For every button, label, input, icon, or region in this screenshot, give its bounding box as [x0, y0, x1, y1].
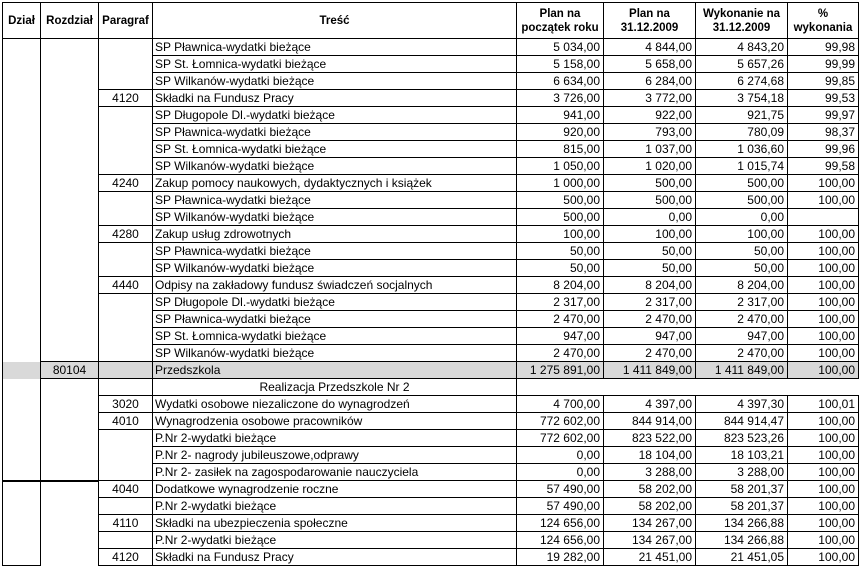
budget-table — [2, 2, 859, 566]
cell-plan-end: 500,00 — [604, 192, 696, 209]
cell-dzial — [3, 345, 41, 362]
cell-rozdzial — [41, 481, 99, 498]
cell-tresc: P.Nr 2-wydatki bieżące — [153, 498, 517, 515]
cell-tresc: Zakup usług zdrowotnych — [153, 226, 517, 243]
table-row — [3, 277, 859, 294]
cell-tresc: SP Pławnica-wydatki bieżące — [153, 124, 517, 141]
table-row — [3, 328, 859, 345]
cell-paragraf: 4010 — [99, 413, 153, 430]
cell-paragraf: 4120 — [99, 90, 153, 107]
table-row — [3, 192, 859, 209]
cell-plan-end: 134 267,00 — [604, 515, 696, 532]
cell-dzial — [3, 498, 41, 515]
cell-tresc: Odpisy na zakładowy fundusz świadczeń socjalnych — [153, 277, 517, 294]
cell-wykonanie: 0,00 — [696, 209, 788, 226]
cell-procent: 100,00 — [788, 345, 859, 362]
cell-plan-start: 57 490,00 — [517, 481, 604, 498]
cell-plan-end: 2 470,00 — [604, 345, 696, 362]
cell-plan-end: 50,00 — [604, 243, 696, 260]
cell-tresc: SP Pławnica-wydatki bieżące — [153, 243, 517, 260]
cell-plan-start: 920,00 — [517, 124, 604, 141]
cell-plan-end: 2 470,00 — [604, 311, 696, 328]
cell-dzial — [3, 447, 41, 464]
cell-wykonanie: 58 201,37 — [696, 481, 788, 498]
cell-tresc: SP Pławnica-wydatki bieżące — [153, 39, 517, 56]
cell-plan-end: 134 267,00 — [604, 532, 696, 549]
cell-tresc: Realizacja Przedszkole Nr 2 — [153, 379, 517, 396]
cell-plan-end: 922,00 — [604, 107, 696, 124]
cell-paragraf: 4240 — [99, 175, 153, 192]
cell-procent: 100,00 — [788, 277, 859, 294]
cell-plan-end: 100,00 — [604, 226, 696, 243]
cell-dzial — [3, 277, 41, 294]
cell-procent: 100,00 — [788, 311, 859, 328]
cell-dzial — [3, 175, 41, 192]
cell-plan-start: 57 490,00 — [517, 498, 604, 515]
cell-wykonanie: 947,00 — [696, 328, 788, 345]
cell-wykonanie: 50,00 — [696, 243, 788, 260]
cell-paragraf: 3020 — [99, 396, 153, 413]
cell-wykonanie: 780,09 — [696, 124, 788, 141]
cell-plan-end: 4 397,00 — [604, 396, 696, 413]
cell-dzial — [3, 39, 41, 56]
cell-plan-end: 58 202,00 — [604, 498, 696, 515]
table-row — [3, 243, 859, 260]
cell-procent: 100,00 — [788, 362, 859, 379]
cell-plan-end: 8 204,00 — [604, 277, 696, 294]
cell-paragraf — [99, 430, 153, 447]
cell-wykonanie: 2 317,00 — [696, 294, 788, 311]
cell-paragraf: 4440 — [99, 277, 153, 294]
cell-plan-start: 5 158,00 — [517, 56, 604, 73]
cell-rozdzial — [41, 192, 99, 209]
cell-paragraf — [99, 209, 153, 226]
cell-wykonanie: 500,00 — [696, 175, 788, 192]
cell-procent — [788, 209, 859, 226]
cell-dzial — [3, 481, 41, 498]
cell-procent: 98,37 — [788, 124, 859, 141]
cell-paragraf — [99, 107, 153, 124]
table-row — [3, 294, 859, 311]
cell-plan-start: 8 204,00 — [517, 277, 604, 294]
cell-plan-start: 1 050,00 — [517, 158, 604, 175]
cell-tresc: SP Wilkanów-wydatki bieżące — [153, 73, 517, 90]
cell-tresc: SP St. Łomnica-wydatki bieżące — [153, 328, 517, 345]
cell-dzial — [3, 107, 41, 124]
cell-paragraf — [99, 379, 153, 396]
cell-wykonanie: 844 914,47 — [696, 413, 788, 430]
cell-plan-start: 0,00 — [517, 447, 604, 464]
cell-tresc: Wynagrodzenia osobowe pracowników — [153, 413, 517, 430]
cell-dzial — [3, 549, 41, 566]
cell-plan-start: 941,00 — [517, 107, 604, 124]
cell-plan-start: 500,00 — [517, 192, 604, 209]
cell-rozdzial: 80104 — [41, 362, 99, 379]
cell-procent: 99,99 — [788, 56, 859, 73]
cell-plan-start: 5 034,00 — [517, 39, 604, 56]
cell-plan-end: 793,00 — [604, 124, 696, 141]
cell-procent: 100,00 — [788, 192, 859, 209]
cell-paragraf — [99, 39, 153, 56]
cell-tresc: SP St. Łomnica-wydatki bieżące — [153, 56, 517, 73]
cell-paragraf — [99, 532, 153, 549]
cell-plan-end: 21 451,00 — [604, 549, 696, 566]
cell-dzial — [3, 294, 41, 311]
cell-paragraf — [99, 260, 153, 277]
cell-plan-start: 815,00 — [517, 141, 604, 158]
cell-wykonanie: 1 036,60 — [696, 141, 788, 158]
cell-wykonanie: 58 201,37 — [696, 498, 788, 515]
cell-dzial — [3, 90, 41, 107]
cell-dzial — [3, 362, 41, 379]
cell-rozdzial — [41, 396, 99, 413]
cell-tresc: Składki na ubezpieczenia społeczne — [153, 515, 517, 532]
cell-paragraf: 4280 — [99, 226, 153, 243]
table-row — [3, 90, 859, 107]
cell-paragraf — [99, 158, 153, 175]
cell-procent: 100,00 — [788, 464, 859, 481]
cell-plan-start: 100,00 — [517, 226, 604, 243]
table-row — [3, 413, 859, 430]
header-row — [3, 3, 859, 39]
table-row — [3, 158, 859, 175]
cell-procent: 100,00 — [788, 226, 859, 243]
cell-paragraf — [99, 464, 153, 481]
cell-rozdzial — [41, 447, 99, 464]
cell-dzial — [3, 226, 41, 243]
cell-dzial — [3, 413, 41, 430]
cell-wykonanie: 8 204,00 — [696, 277, 788, 294]
cell-procent: 99,97 — [788, 107, 859, 124]
cell-rozdzial — [41, 243, 99, 260]
table-row — [3, 464, 859, 481]
table-row — [3, 73, 859, 90]
header-rozdzial: Rozdział — [41, 3, 99, 39]
cell-rozdzial — [41, 430, 99, 447]
cell-rozdzial — [41, 73, 99, 90]
cell-rozdzial — [41, 175, 99, 192]
cell-paragraf: 4110 — [99, 515, 153, 532]
table-row — [3, 379, 859, 396]
cell-wykonanie: 4 397,30 — [696, 396, 788, 413]
header-plan-end: Plan na 31.12.2009 — [604, 3, 696, 39]
cell-wykonanie: 2 470,00 — [696, 311, 788, 328]
cell-rozdzial — [41, 379, 99, 396]
cell-tresc: SP Długopole Dl.-wydatki bieżące — [153, 294, 517, 311]
header-plan-start: Plan na początek roku — [517, 3, 604, 39]
cell-rozdzial — [41, 158, 99, 175]
cell-tresc: P.Nr 2-wydatki bieżące — [153, 430, 517, 447]
cell-tresc: SP Wilkanów-wydatki bieżące — [153, 158, 517, 175]
cell-dzial — [3, 532, 41, 549]
cell-plan-end: 1 037,00 — [604, 141, 696, 158]
table-row — [3, 447, 859, 464]
table-row — [3, 226, 859, 243]
cell-plan-end: 1 020,00 — [604, 158, 696, 175]
cell-paragraf — [99, 328, 153, 345]
cell-plan-end: 58 202,00 — [604, 481, 696, 498]
cell-dzial — [3, 192, 41, 209]
cell-procent: 99,85 — [788, 73, 859, 90]
cell-procent: 99,58 — [788, 158, 859, 175]
cell-plan-start: 2 470,00 — [517, 311, 604, 328]
cell-plan-start: 4 700,00 — [517, 396, 604, 413]
cell-paragraf — [99, 362, 153, 379]
cell-procent: 100,00 — [788, 243, 859, 260]
cell-wykonanie: 21 451,05 — [696, 549, 788, 566]
cell-wykonanie: 823 523,26 — [696, 430, 788, 447]
cell-procent: 100,00 — [788, 515, 859, 532]
cell-procent: 100,00 — [788, 260, 859, 277]
cell-rozdzial — [41, 39, 99, 56]
cell-dzial — [3, 430, 41, 447]
cell-paragraf: 4120 — [99, 549, 153, 566]
table-row — [3, 345, 859, 362]
cell-paragraf — [99, 73, 153, 90]
cell-procent: 99,53 — [788, 90, 859, 107]
table-row — [3, 39, 859, 56]
cell-tresc: SP Wilkanów-wydatki bieżące — [153, 209, 517, 226]
table-row — [3, 124, 859, 141]
cell-tresc: SP Pławnica-wydatki bieżące — [153, 192, 517, 209]
cell-plan-start: 772 602,00 — [517, 430, 604, 447]
cell-plan-start: 50,00 — [517, 260, 604, 277]
cell-tresc: SP St. Łomnica-wydatki bieżące — [153, 141, 517, 158]
cell-tresc: P.Nr 2- zasiłek na zagospodarowanie nauczyciela — [153, 464, 517, 481]
header-tresc: Treść — [153, 3, 517, 39]
cell-paragraf: 4040 — [99, 481, 153, 498]
cell-plan-start: 1 275 891,00 — [517, 362, 604, 379]
cell-wykonanie: 100,00 — [696, 226, 788, 243]
cell-plan-end: 3 288,00 — [604, 464, 696, 481]
cell-plan-end: 0,00 — [604, 209, 696, 226]
cell-wykonanie: 134 266,88 — [696, 532, 788, 549]
cell-plan-start: 2 317,00 — [517, 294, 604, 311]
header-wykonanie: Wykonanie na 31.12.2009 — [696, 3, 788, 39]
cell-tresc: Dodatkowe wynagrodzenie roczne — [153, 481, 517, 498]
cell-dzial — [3, 124, 41, 141]
cell-paragraf — [99, 141, 153, 158]
cell-tresc: SP Wilkanów-wydatki bieżące — [153, 260, 517, 277]
cell-plan-end: 6 284,00 — [604, 73, 696, 90]
cell-plan-start: 0,00 — [517, 464, 604, 481]
header-paragraf: Paragraf — [99, 3, 153, 39]
cell-paragraf — [99, 311, 153, 328]
cell-wykonanie — [696, 379, 788, 396]
cell-rozdzial — [41, 226, 99, 243]
cell-dzial — [3, 379, 41, 396]
cell-tresc: P.Nr 2- nagrody jubileuszowe,odprawy — [153, 447, 517, 464]
cell-paragraf — [99, 243, 153, 260]
table-row — [3, 175, 859, 192]
header-procent: % wykonania — [788, 3, 859, 39]
cell-dzial — [3, 311, 41, 328]
cell-rozdzial — [41, 345, 99, 362]
cell-procent: 100,00 — [788, 447, 859, 464]
cell-wykonanie: 50,00 — [696, 260, 788, 277]
cell-plan-start — [517, 379, 604, 396]
cell-dzial — [3, 464, 41, 481]
cell-rozdzial — [41, 413, 99, 430]
cell-rozdzial — [41, 311, 99, 328]
cell-wykonanie: 18 103,21 — [696, 447, 788, 464]
cell-plan-start: 500,00 — [517, 209, 604, 226]
cell-wykonanie: 2 470,00 — [696, 345, 788, 362]
cell-procent: 100,00 — [788, 175, 859, 192]
cell-wykonanie: 3 754,18 — [696, 90, 788, 107]
cell-tresc: Zakup pomocy naukowych, dydaktycznych i książek — [153, 175, 517, 192]
cell-dzial — [3, 396, 41, 413]
cell-dzial — [3, 209, 41, 226]
cell-rozdzial — [41, 107, 99, 124]
cell-procent: 100,00 — [788, 430, 859, 447]
cell-plan-start: 772 602,00 — [517, 413, 604, 430]
cell-procent: 100,00 — [788, 294, 859, 311]
cell-rozdzial — [41, 277, 99, 294]
cell-rozdzial — [41, 124, 99, 141]
table-row — [3, 396, 859, 413]
cell-wykonanie: 6 274,68 — [696, 73, 788, 90]
cell-plan-start: 124 656,00 — [517, 515, 604, 532]
cell-dzial — [3, 243, 41, 260]
cell-procent — [788, 379, 859, 396]
cell-dzial — [3, 515, 41, 532]
cell-dzial — [3, 56, 41, 73]
cell-plan-start: 3 726,00 — [517, 90, 604, 107]
cell-paragraf — [99, 447, 153, 464]
cell-tresc: Składki na Fundusz Pracy — [153, 90, 517, 107]
cell-procent: 99,98 — [788, 39, 859, 56]
cell-paragraf — [99, 345, 153, 362]
table-row — [3, 532, 859, 549]
cell-wykonanie: 5 657,26 — [696, 56, 788, 73]
cell-dzial — [3, 260, 41, 277]
cell-plan-end: 947,00 — [604, 328, 696, 345]
cell-paragraf — [99, 498, 153, 515]
cell-tresc: Przedszkola — [153, 362, 517, 379]
cell-dzial — [3, 328, 41, 345]
cell-rozdzial — [41, 515, 99, 532]
cell-plan-start: 124 656,00 — [517, 532, 604, 549]
table-row — [3, 107, 859, 124]
table-row — [3, 515, 859, 532]
cell-plan-end: 18 104,00 — [604, 447, 696, 464]
cell-procent: 100,00 — [788, 413, 859, 430]
cell-plan-start: 1 000,00 — [517, 175, 604, 192]
cell-plan-end: 2 317,00 — [604, 294, 696, 311]
cell-rozdzial — [41, 90, 99, 107]
cell-procent: 100,00 — [788, 532, 859, 549]
cell-procent: 100,01 — [788, 396, 859, 413]
table-row — [3, 549, 859, 566]
cell-rozdzial — [41, 464, 99, 481]
cell-rozdzial — [41, 328, 99, 345]
cell-paragraf — [99, 56, 153, 73]
cell-dzial — [3, 141, 41, 158]
cell-plan-start: 50,00 — [517, 243, 604, 260]
cell-tresc: Składki na Fundusz Pracy — [153, 549, 517, 566]
cell-wykonanie: 500,00 — [696, 192, 788, 209]
cell-tresc: SP Wilkanów-wydatki bieżące — [153, 345, 517, 362]
cell-wykonanie: 134 266,88 — [696, 515, 788, 532]
table-row — [3, 209, 859, 226]
cell-tresc: SP Pławnica-wydatki bieżące — [153, 311, 517, 328]
table-row — [3, 430, 859, 447]
cell-plan-end: 823 522,00 — [604, 430, 696, 447]
cell-procent: 100,00 — [788, 498, 859, 515]
cell-rozdzial — [41, 498, 99, 515]
cell-plan-end: 5 658,00 — [604, 56, 696, 73]
table-row — [3, 141, 859, 158]
cell-procent: 100,00 — [788, 328, 859, 345]
table-row — [3, 481, 859, 498]
cell-paragraf — [99, 294, 153, 311]
cell-tresc: SP Długopole Dl.-wydatki bieżące — [153, 107, 517, 124]
cell-procent: 99,96 — [788, 141, 859, 158]
table-body — [3, 39, 859, 566]
cell-plan-start: 19 282,00 — [517, 549, 604, 566]
cell-wykonanie: 4 843,20 — [696, 39, 788, 56]
cell-plan-end: 500,00 — [604, 175, 696, 192]
cell-rozdzial — [41, 209, 99, 226]
header-dzial: Dział — [3, 3, 41, 39]
table-row — [3, 311, 859, 328]
cell-dzial — [3, 73, 41, 90]
cell-plan-end: 50,00 — [604, 260, 696, 277]
cell-plan-end: 1 411 849,00 — [604, 362, 696, 379]
cell-plan-start: 947,00 — [517, 328, 604, 345]
cell-rozdzial — [41, 141, 99, 158]
cell-rozdzial — [41, 56, 99, 73]
cell-wykonanie: 3 288,00 — [696, 464, 788, 481]
cell-plan-end: 844 914,00 — [604, 413, 696, 430]
table-row — [3, 260, 859, 277]
cell-rozdzial — [41, 549, 99, 566]
table-row — [3, 56, 859, 73]
cell-tresc: P.Nr 2-wydatki bieżące — [153, 532, 517, 549]
cell-wykonanie: 921,75 — [696, 107, 788, 124]
table-row — [3, 362, 859, 379]
cell-wykonanie: 1 411 849,00 — [696, 362, 788, 379]
cell-rozdzial — [41, 260, 99, 277]
cell-wykonanie: 1 015,74 — [696, 158, 788, 175]
cell-procent: 100,00 — [788, 549, 859, 566]
cell-plan-end: 3 772,00 — [604, 90, 696, 107]
cell-procent: 100,00 — [788, 481, 859, 498]
cell-plan-end: 4 844,00 — [604, 39, 696, 56]
cell-rozdzial — [41, 532, 99, 549]
cell-plan-start: 6 634,00 — [517, 73, 604, 90]
cell-plan-end — [604, 379, 696, 396]
cell-dzial — [3, 158, 41, 175]
table-row — [3, 498, 859, 515]
cell-paragraf — [99, 124, 153, 141]
cell-paragraf — [99, 192, 153, 209]
cell-rozdzial — [41, 294, 99, 311]
cell-plan-start: 2 470,00 — [517, 345, 604, 362]
cell-tresc: Wydatki osobowe niezaliczone do wynagrodzeń — [153, 396, 517, 413]
